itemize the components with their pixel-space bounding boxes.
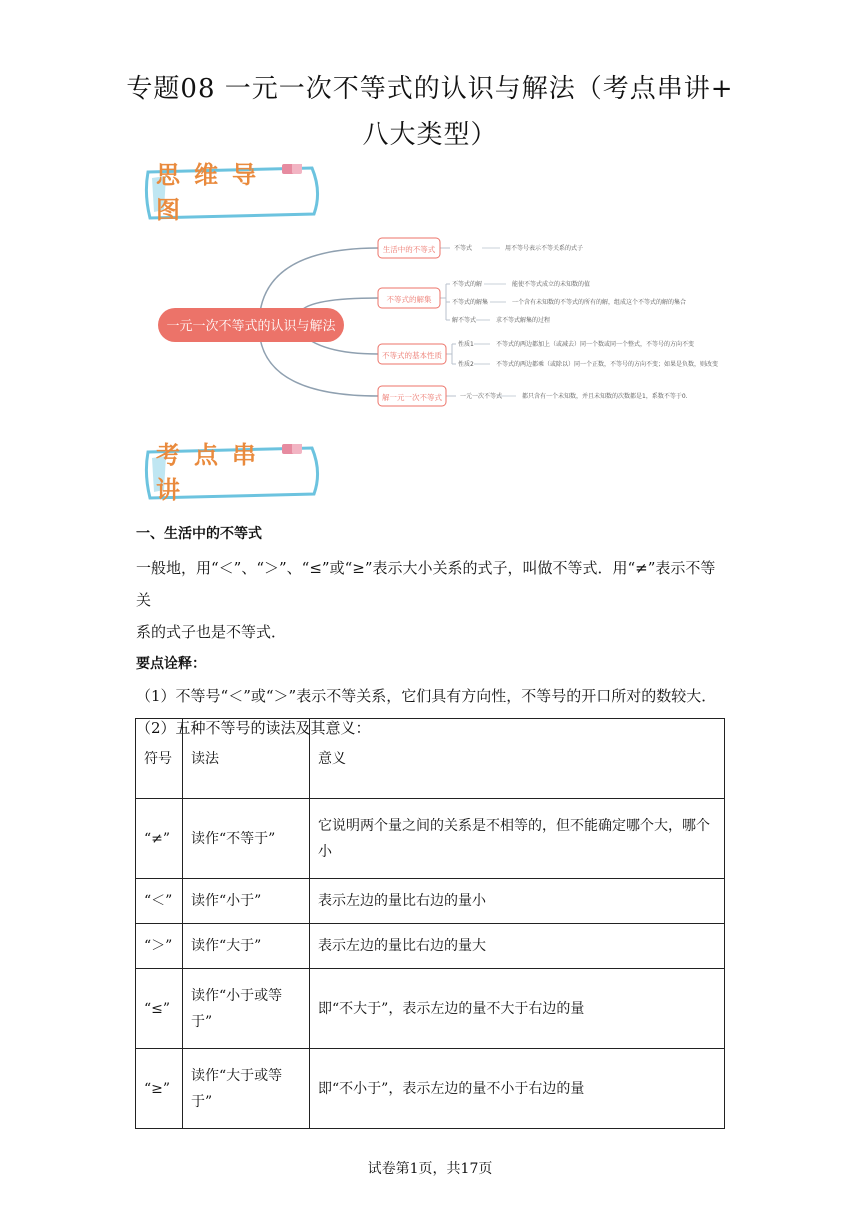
table-cell: 读作“大于” [183,924,310,969]
branch-label-3: 不等式的基本性质 [382,351,442,360]
leaf-val-1: 用不等号表示不等关系的式子 [505,245,584,252]
branch-label-1: 生活中的不等式 [382,245,436,254]
branch-label-2: 不等式的解集 [386,295,432,304]
header-cell: 读法 [183,719,310,799]
mindmap-banner-label: 思维导图 [156,160,270,224]
table-cell: “＜” [136,879,183,924]
point-1: （1）不等号“＜”或“＞”表示不等关系，它们具有方向性，不等号的开口所对的数较大． [136,687,717,705]
leaf-val-3: 一个含有未知数的不等式的所有的解，组成这个不等式的解的集合 [512,299,687,306]
table-cell: 读作“不等于” [183,799,310,879]
key-points-banner [142,440,322,504]
table-row [136,924,725,969]
point-2: （2）五种不等号的读法及其意义： [136,719,371,737]
table-cell: 读作“小于或等于” [183,969,310,1049]
title-line-2: 八大类型） [362,120,498,150]
leaf-key-6: 性质2 [458,361,474,368]
table-cell: 它说明两个量之间的关系是不相等的，但不能确定哪个大，哪个小 [310,799,725,879]
table-cell: 即“不大于”，表示左边的量不大于右边的量 [310,969,725,1049]
leaf-key-4: 解不等式 [452,317,477,324]
leaf-val-4: 求不等式解集的过程 [496,317,551,324]
header-cell: 意义 [310,719,725,799]
table-header-row [136,719,725,799]
key-heading: 要点诠释： [136,656,206,672]
mindmap-banner [142,160,322,224]
table-row [136,799,725,879]
mindmap-center-label: 一元一次不等式的认识与解法 [166,319,336,334]
table-cell: “＞” [136,924,183,969]
table-row [136,1049,725,1129]
leaf-key-1: 不等式 [454,245,473,252]
table-row [136,879,725,924]
table-row [136,969,725,1049]
leaf-val-2: 能使不等式成立的未知数的值 [512,281,591,288]
section-1 [136,518,726,744]
leaf-key-7: 一元一次不等式 [460,393,503,400]
mind-map [150,228,740,418]
leaf-key-3: 不等式的解集 [452,299,489,306]
doc-title [0,66,860,158]
leaf-key-2: 不等式的解 [452,281,483,288]
leaf-val-5: 不等式的两边都加上（或减去）同一个数或同一个整式，不等号的方向不变 [496,341,695,348]
table-cell: 读作“小于” [183,879,310,924]
table-cell: “≠” [136,799,183,879]
table-cell: 读作“大于或等于” [183,1049,310,1129]
paragraph-line: 一般地，用“＜”、“＞”、“≤”或“≥”表示大小关系的式子，叫做不等式．用“≠”表示不等关 [136,559,716,609]
table-cell: 表示左边的量比右边的量小 [310,879,725,924]
page-footer: 试卷第1页，共17页 [367,1161,493,1177]
table-cell: “≥” [136,1049,183,1129]
key-points-banner-label: 考点串讲 [156,440,270,504]
title-line-1: 专题08 一元一次不等式的认识与解法（考点串讲+ [126,74,734,104]
symbol-table [135,718,725,1129]
leaf-val-6: 不等式的两边都乘（或除以）同一个正数，不等号的方向不变；如果是负数，则改变 [496,361,719,368]
branch-label-4: 解一元一次不等式 [382,393,442,402]
leaf-val-7: 都只含有一个未知数，并且未知数的次数都是1，系数不等于0. [522,393,688,400]
section-heading: 一、生活中的不等式 [136,526,262,542]
paragraph-line: 系的式子也是不等式． [136,623,287,641]
table-cell: “≤” [136,969,183,1049]
table-cell: 表示左边的量比右边的量大 [310,924,725,969]
table-cell: 即“不小于”，表示左边的量不小于右边的量 [310,1049,725,1129]
header-cell: 符号 [136,719,183,799]
leaf-key-5: 性质1 [458,341,474,348]
